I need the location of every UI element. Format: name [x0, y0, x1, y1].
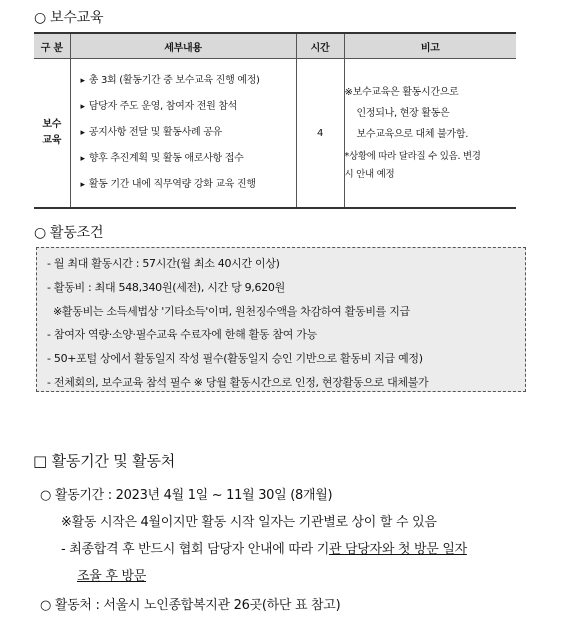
condition-line: - 전체회의, 보수교육 참석 필수 ※ 당월 활동시간으로 인정, 현장활동으로 대체불가 — [47, 375, 429, 389]
list-item: ▸ 총 3회 (활동기간 중 보수교육 진행 예정) — [81, 68, 296, 94]
table-row — [34, 59, 516, 209]
header-hours: 시간 — [296, 33, 344, 59]
training-table — [34, 32, 516, 209]
conditions-box — [36, 247, 526, 392]
section-heading-training: ○ 보수교육 — [34, 10, 104, 26]
condition-line: - 참여자 역량·소양·필수교육 수료자에 한해 활동 참여 가능 — [47, 328, 317, 342]
list-item: ▸ 활동 기간 내에 직무역량 강화 교육 진행 — [81, 172, 296, 198]
hours-cell: 4 — [296, 59, 344, 209]
details-cell — [70, 59, 296, 209]
notes-cell: ※보수교육은 활동시간으로 인정되나, 현장 활동은 보수교육으로 대체 불가함. *상황에 따라 달라질 수 있음. 변경 시 안내 예정 — [344, 59, 516, 209]
circle-bullet-icon: ○ — [34, 225, 47, 241]
condition-note: ※활동비는 소득세법상 '기타소득'이며, 원천징수액을 차감하여 활동비를 지급 — [53, 304, 410, 318]
list-item: ▸ 담당자 주도 운영, 참여자 전원 참석 — [81, 94, 296, 120]
visit-instruction-cont: 조율 후 방문 — [77, 569, 146, 584]
list-item: ▸ 향후 추진계획 및 활동 애로사항 접수 — [81, 146, 296, 172]
period-line: ○ 활동기간 : 2023년 4월 1일 ~ 11월 30일 (8개월) — [40, 488, 333, 503]
table-header-row — [34, 33, 516, 59]
location-line: ○ 활동처 : 서울시 노인종합복지관 26곳(하단 표 참고) — [40, 598, 341, 613]
list-item: ▸ 공지사항 전달 및 활동사례 공유 — [81, 120, 296, 146]
square-bullet-icon: □ — [33, 452, 47, 470]
condition-line: - 50+포털 상에서 활동일지 작성 필수(활동일지 승인 기반으로 활동비 지급 예정) — [47, 352, 423, 366]
header-details: 세부내용 — [70, 33, 296, 59]
period-note: ※활동 시작은 4월이지만 활동 시작 일자는 기관별로 상이 할 수 있음 — [61, 515, 437, 530]
category-cell: 보수 교육 — [34, 59, 70, 209]
visit-instruction: - 최종합격 후 반드시 협회 담당자 안내에 따라 기관 담당자와 첫 방문 일자 — [61, 542, 467, 557]
section-heading-period: □ 활동기간 및 활동처 — [33, 452, 176, 470]
header-category: 구 분 — [34, 33, 70, 59]
header-notes: 비고 — [344, 33, 516, 59]
condition-line: - 월 최대 활동시간 : 57시간(월 최소 40시간 이상) — [47, 257, 280, 270]
condition-line: - 활동비 : 최대 548,340원(세전), 시간 당 9,620원 — [47, 280, 285, 294]
circle-bullet-icon: ○ — [34, 10, 47, 26]
section-heading-conditions: ○ 활동조건 — [34, 225, 104, 241]
